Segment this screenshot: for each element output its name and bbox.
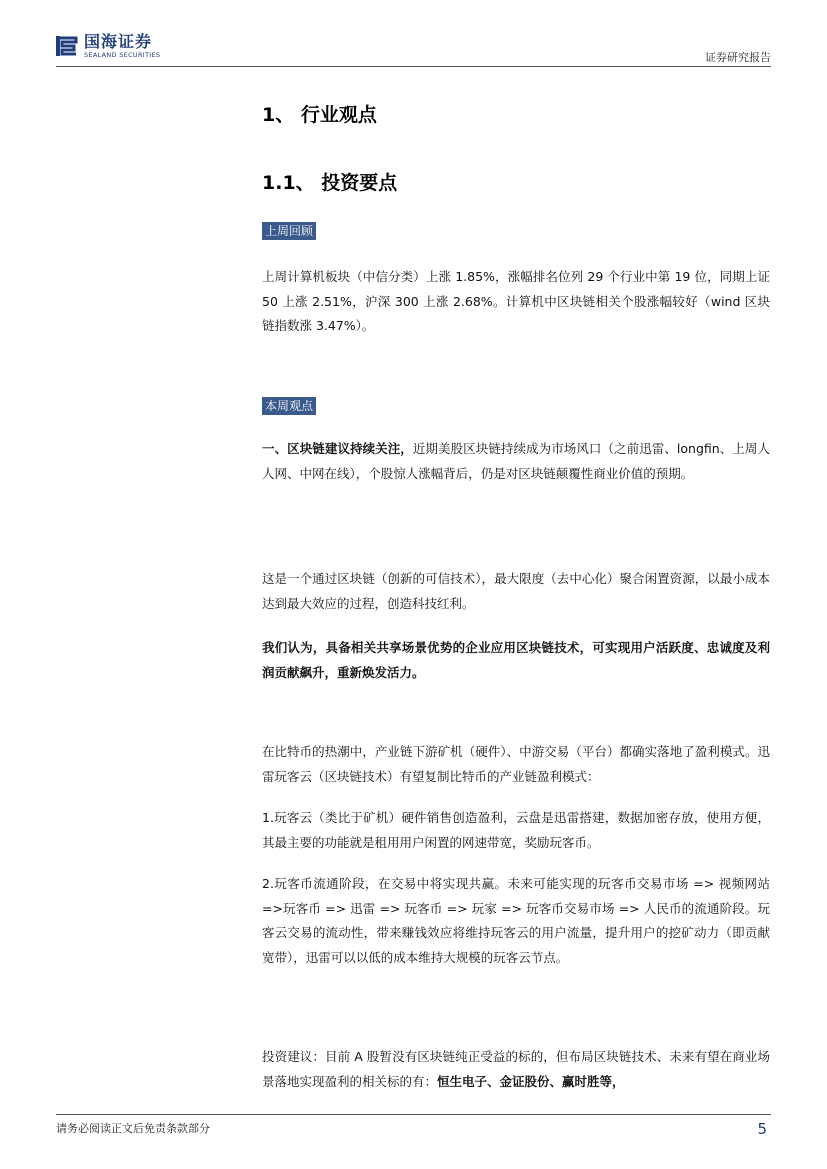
footer-disclaimer: 请务必阅读正文后免责条款部分 [56,1122,210,1135]
header-divider [56,66,771,67]
page-number: 5 [757,1120,767,1138]
section-heading-1-1: 1.1、 投资要点 [262,172,398,194]
logo-en-text: SEALAND SECURITIES [84,51,161,59]
paragraph-lead-bold: 一、区块链建议持续关注， [262,441,413,456]
logo-mark-icon [56,34,78,58]
paragraph-bitcoin-model: 在比特币的热潮中，产业链下游矿机（硬件）、中游交易（平台）都确实落地了盈利模式。迅雷玩客云（区块链技术）有望复制比特币的产业链盈利模式： [262,744,770,784]
tag-last-week: 上周回顾 [262,222,316,240]
section-heading-1: 1、 行业观点 [262,104,377,126]
advice-stocks-bold: 恒生电子、金证股份、赢时胜等， [437,1073,625,1089]
logo-cn-text: 国海证券 [84,32,153,51]
paragraph-point-1: 1.玩客云（类比于矿机）硬件销售创造盈利，云盘是迅雷搭建，数据加密存放，使用方便，其最主要的功能就是租用用户闲置的网速带宽，奖励玩客币。 [262,810,770,850]
paragraph-investment-advice [262,1045,770,1094]
paragraph-body: 近期美股区块链持续成为市场风口（之前迅雷、longfin、上周人人网、中网在线），个股惊人涨幅背后，仍是对区块链颠覆性商业价值的预期。 [262,441,770,481]
advice-body: 投资建议：目前 A 股暂没有区块链纯正受益的标的，但布局区块链技术、未来有望在商业场景落地实现盈利的相关标的有： [262,1049,770,1089]
report-type-label: 证券研究报告 [705,51,771,64]
company-logo [56,34,160,59]
paragraph-point-2: 2.玩客币流通阶段，在交易中将实现共赢。未来可能实现的玩客币交易市场 => 视频网站 =>玩客币 => 迅雷 => 玩客币 => 玩家 => 玩客币交易市场 => 人民币的流通阶段。玩客云交易的流动性，带来赚钱效应将维持玩客云的用户流量，提升用户的挖矿动力（即贡献宽带），迅雷可以以低的成本维持大规模的玩客云节点。 [262,876,770,965]
footer-divider [56,1114,771,1115]
paragraph-last-week-review: 上周计算机板块（中信分类）上涨 1.85%，涨幅排名位列 29 个行业中第 19 位，同期上证 50 上涨 2.51%，沪深 300 上涨 2.68%。计算机中区块链相关个股涨幅较好（wind 区块链指数涨 3.47%）。 [262,269,770,333]
page-header [0,0,827,70]
paragraph-blockchain-process: 这是一个通过区块链（创新的可信技术），最大限度（去中心化）聚合闲置资源，以最小成本达到最大效应的过程，创造科技红利。 [262,571,770,611]
tag-this-week: 本周观点 [262,397,316,415]
paragraph-our-view: 我们认为，具备相关共享场景优势的企业应用区块链技术，可实现用户活跃度、忠诚度及利润贡献飙升，重新焕发活力。 [262,640,770,680]
paragraph-blockchain-focus [262,437,770,486]
